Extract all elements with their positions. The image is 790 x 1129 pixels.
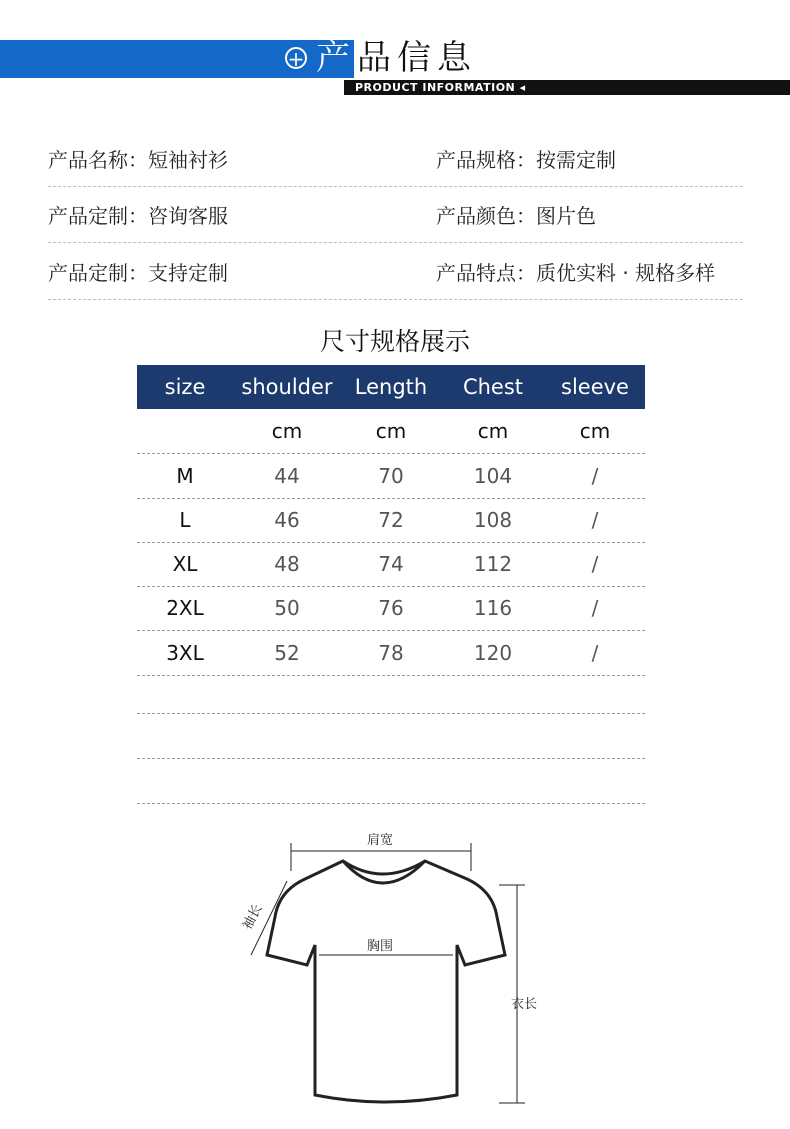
info-custom: 产品定制：咨询客服 <box>48 204 228 228</box>
cell-shoulder: 44 <box>274 464 300 488</box>
shoulder-width-label: 肩宽 <box>367 833 394 848</box>
tshirt-outline-icon <box>235 825 565 1115</box>
info-features: 产品特点：质优实料 · 规格多样 <box>436 261 716 285</box>
header-size: size <box>164 375 206 399</box>
plus-circle-icon: + <box>285 47 307 69</box>
cell-shoulder: 52 <box>274 641 300 665</box>
cell-shoulder: 46 <box>274 508 300 532</box>
header-length: Length <box>354 375 428 399</box>
cell-length: 74 <box>378 552 404 576</box>
tshirt-diagram <box>235 825 565 1115</box>
header-subtitle: PRODUCT INFORMATION ◂ <box>355 81 526 94</box>
cell-sleeve: / <box>591 641 599 665</box>
cell-length: 72 <box>378 508 404 532</box>
header-title-part2: 品信息 <box>357 38 477 78</box>
cell-chest: 120 <box>473 641 513 665</box>
cell-sleeve: / <box>591 464 599 488</box>
cell-size: XL <box>172 552 198 576</box>
info-spec: 产品规格：按需定制 <box>436 148 616 172</box>
cell-length: 78 <box>378 641 404 665</box>
cell-chest: 104 <box>473 464 513 488</box>
cell-chest: 112 <box>473 552 513 576</box>
empty-row <box>137 714 645 759</box>
size-section-title: 尺寸规格展示 <box>319 327 470 356</box>
empty-row <box>137 759 645 804</box>
cell-size: L <box>179 508 191 532</box>
empty-row <box>137 669 645 714</box>
unit-length: cm <box>375 419 407 443</box>
table-row <box>137 454 645 499</box>
cell-chest: 108 <box>473 508 513 532</box>
cell-length: 76 <box>378 596 404 620</box>
cell-sleeve: / <box>591 508 599 532</box>
header-title-part1: 产 <box>316 38 352 78</box>
unit-shoulder: cm <box>271 419 303 443</box>
info-row <box>48 243 743 300</box>
info-color: 产品颜色：图片色 <box>436 204 596 228</box>
info-name: 产品名称：短袖衬衫 <box>48 148 228 172</box>
cell-sleeve: / <box>591 552 599 576</box>
cell-size: 3XL <box>166 641 204 665</box>
header-sleeve: sleeve <box>561 375 629 399</box>
units-row <box>137 409 645 454</box>
body-length-label: 衣长 <box>511 997 538 1012</box>
cell-shoulder: 50 <box>274 596 300 620</box>
cell-sleeve: / <box>591 596 599 620</box>
header-chest: Chest <box>462 375 524 399</box>
info-row <box>48 186 743 243</box>
unit-chest: cm <box>477 419 509 443</box>
table-row <box>137 542 645 587</box>
size-table-header <box>137 365 645 409</box>
cell-chest: 116 <box>473 596 513 620</box>
info-custom-support: 产品定制：支持定制 <box>48 261 228 285</box>
unit-sleeve: cm <box>579 419 611 443</box>
info-row <box>48 130 743 187</box>
sleeve-length-label: 袖长 <box>240 902 266 933</box>
cell-shoulder: 48 <box>274 552 300 576</box>
cell-size: M <box>176 464 194 488</box>
header-shoulder: shoulder <box>241 375 333 399</box>
table-row <box>137 586 645 631</box>
cell-size: 2XL <box>166 596 204 620</box>
cell-length: 70 <box>378 464 404 488</box>
chest-label: 胸围 <box>367 939 394 954</box>
table-row <box>137 498 645 543</box>
